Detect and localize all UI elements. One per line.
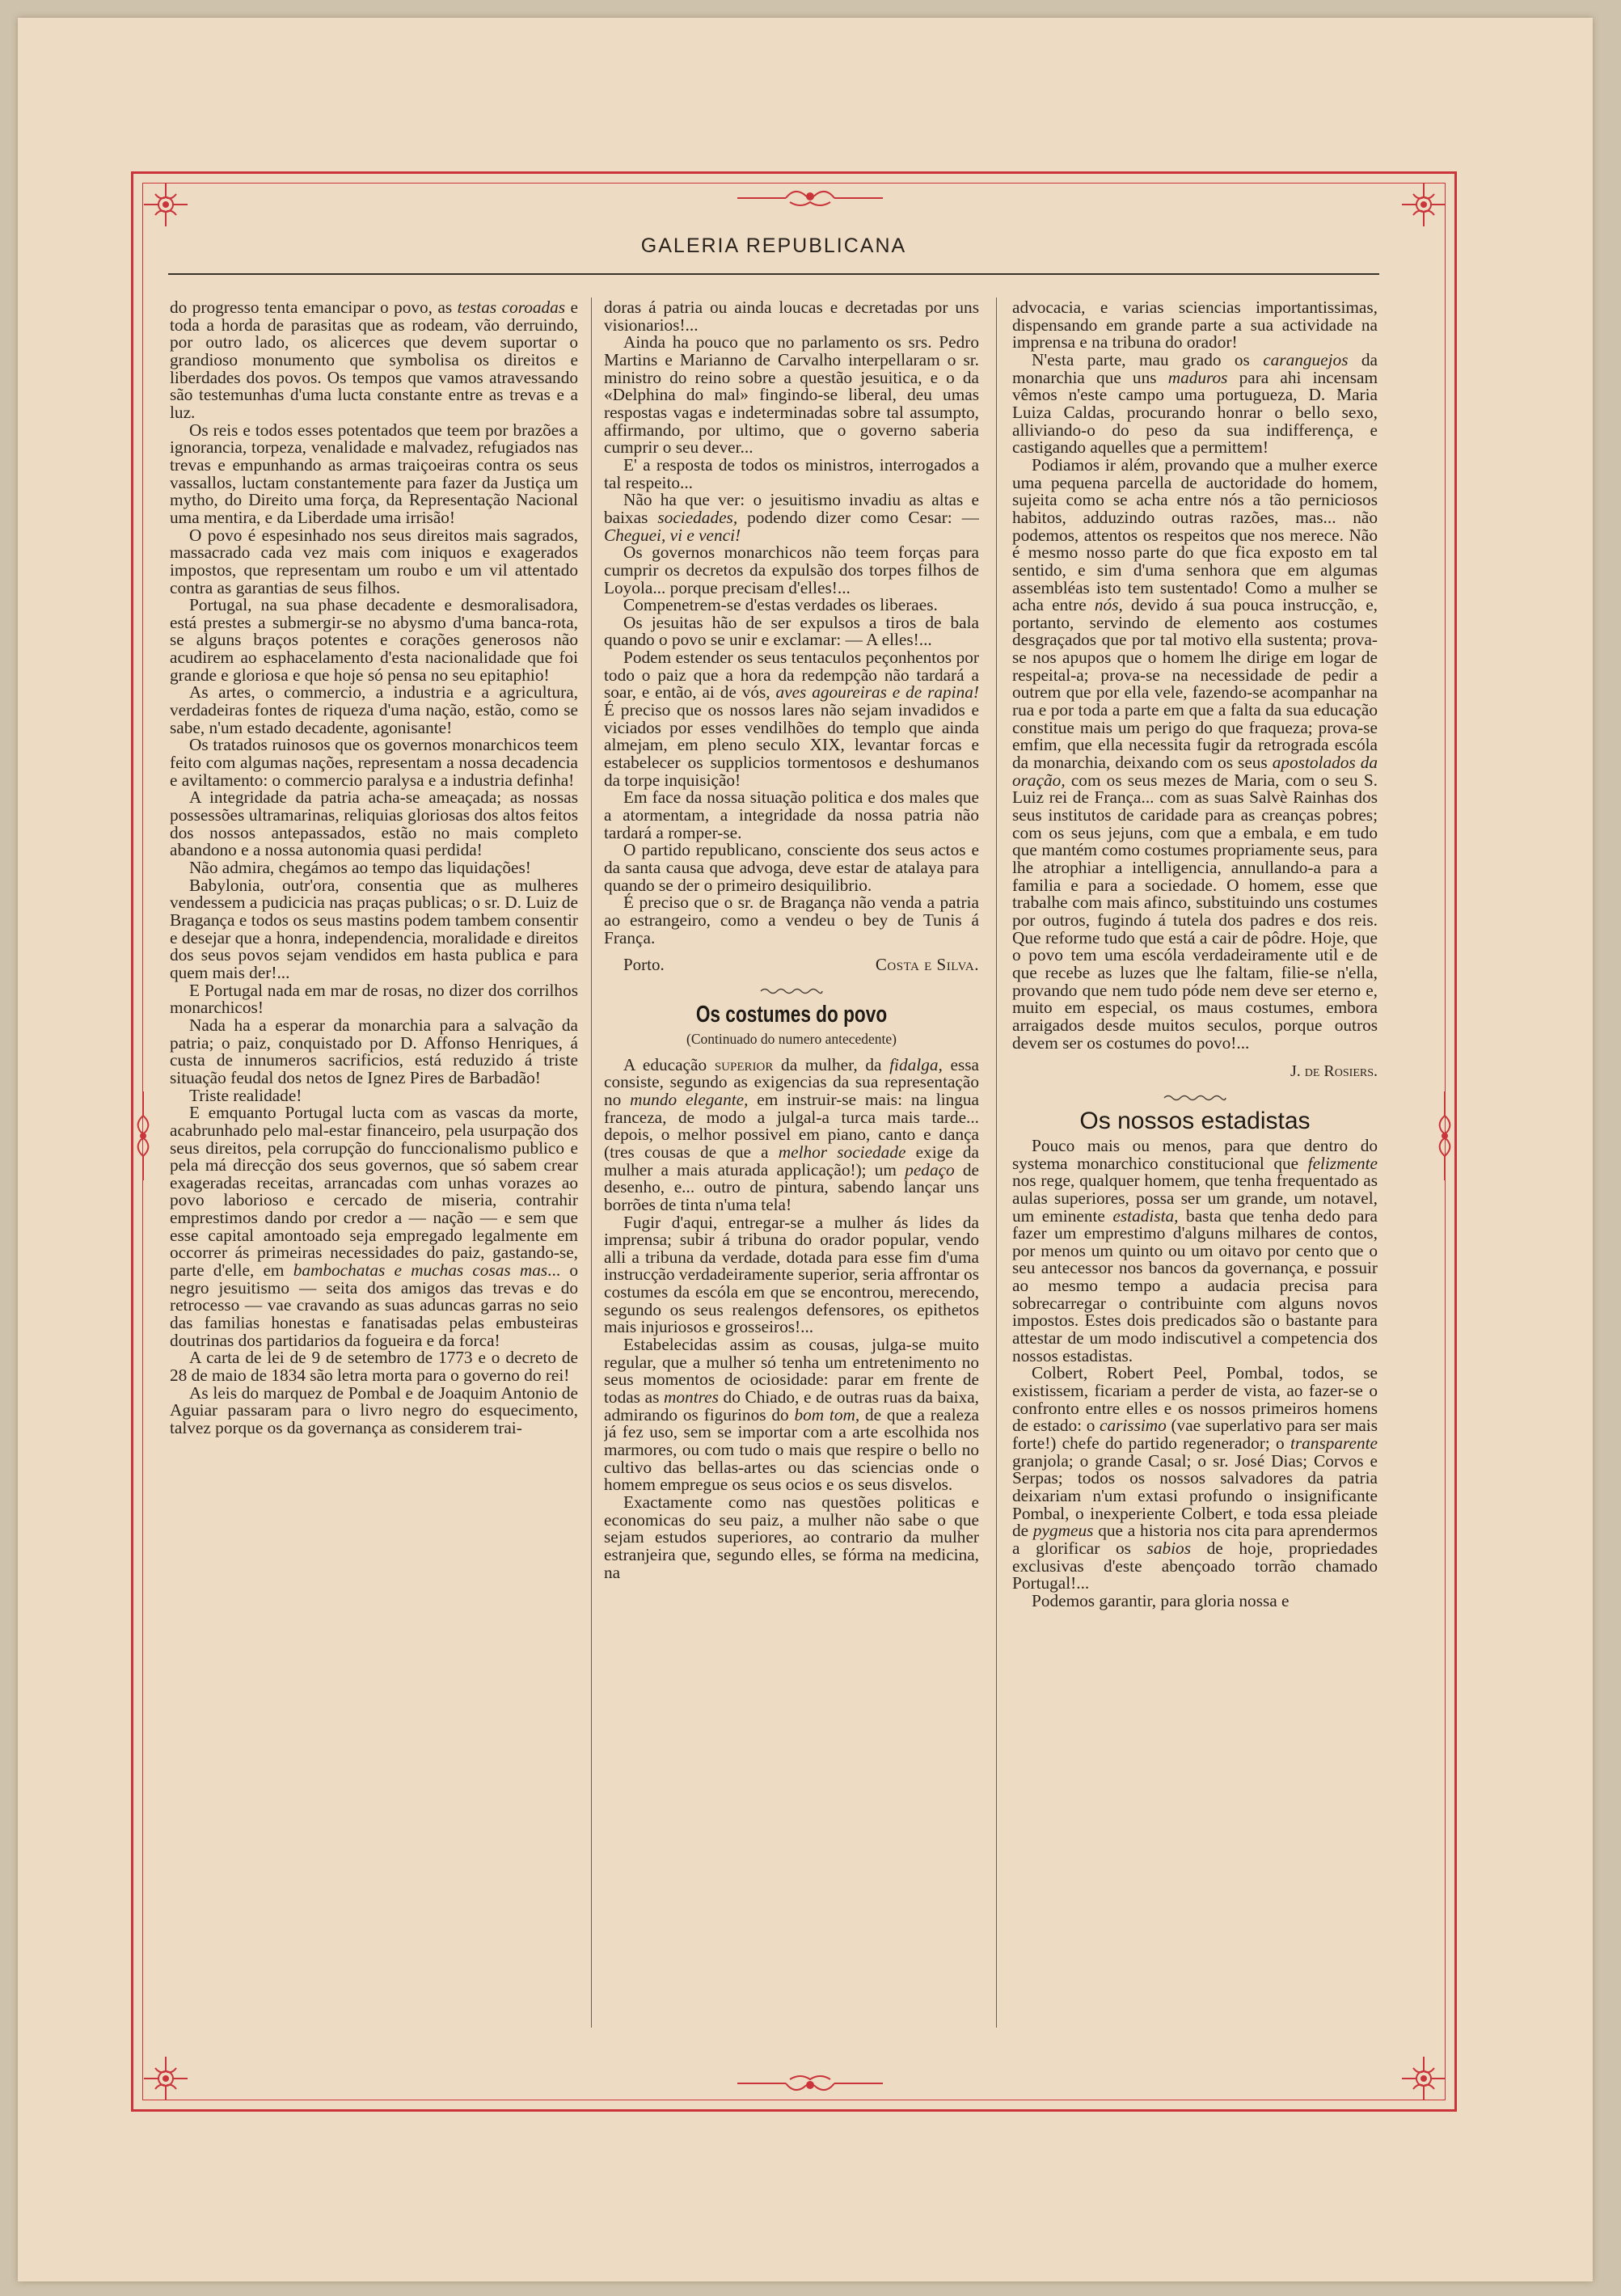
corner-ornament-icon <box>1395 176 1452 233</box>
wavy-divider-icon <box>759 986 824 996</box>
paragraph: Não admira, chegámos ao tempo das liquidações! <box>189 858 531 877</box>
paragraph: A integridade da patria acha-se ameaçada; as nossas possessões ultramarinas, reliquias gloriosas dos altos feitos dos nossos antepassados, estão no mais completo abandono e a nossa autonomia quasi perdida! <box>170 787 578 860</box>
paragraph: Babylonia, outr'ora, consentia que as mulheres vendessem a pudicicia nas praças publicas; o sr. D. Luiz de Bragança e todos os seus mastins podem tambem consentir e desejar que a honra, independencia, moralidade e direitos dos seus povos sejam vendidos em hasta publica e para quem mais der!... <box>170 875 578 982</box>
signature-author: Costa e Silva. <box>875 955 979 975</box>
paragraph: Podemos garantir, para gloria nossa e <box>1032 1590 1290 1610</box>
corner-ornament-icon <box>1395 2050 1452 2107</box>
paragraph: Colbert, Robert Peel, Pombal, todos, se existissem, ficariam a perder de vista, ao fazer-se o confronto entre elles e os nossos primeiros homens de estado: o carissimo (vae superlativo para ser mais forte!) chefe do partido regenerador; o transparente granjola; o grande Casal; o sr. José Dias; Corvos e Serpas; todos os nossos salvadores da patria deixariam n'um extasi profundo o insignificante Pombal, o inexperiente Colbert, e toda essa pleiade de pygmeus que a historia nos cita para aprendermos a glorificar os sabios de hoje, propriedades exclusivas d'este abençoado torrão chamado Portugal!... <box>1012 1363 1378 1593</box>
page-title: GALERIA REPUBLICANA <box>640 234 907 257</box>
column-1 <box>170 299 578 2029</box>
section-divider <box>604 982 979 994</box>
paragraph: advocacia, e varias sciencias importantissimas, dispensando em grande parte a sua actividade na imprensa e na tribuna do orador! <box>1012 299 1378 352</box>
paragraph: As leis do marquez de Pombal e de Joaquim Antonio de Aguiar passaram para o livro negro do esquecimento, talvez porque os da governança as considerem trai- <box>170 1382 578 1437</box>
column-2 <box>604 299 979 2029</box>
paragraph: doras á patria ou ainda loucas e decretadas por uns visionarios!... <box>604 299 979 335</box>
paragraph: Os tratados ruinosos que os governos monarchicos teem feito com algumas nações, representam a nossa decadencia e aviltamento: o commercio paralysa e a industria definha! <box>170 735 578 790</box>
paragraph: Pouco mais ou menos, para que dentro do systema monarchico constitucional que felizmente nos rege, qualquer homem, que tenha frequentado as aulas superiores, possa ser um grande, um notavel, um eminente estadista, basta que tenha dedo para fazer um emprestimo d'alguns milhares de contos, por menos um quinto ou um oitavo por cento que o seu antecessor nos bancos da governança, e possuir ao mesmo tempo a audacia precisa para sobrecarregar o contribuinte com alguns novos impostos. Estes dois predicados são o bastante para attestar de um modo indiscutivel a competencia dos nossos estadistas. <box>1012 1135 1378 1365</box>
paragraph: Ainda ha pouco que no parlamento os srs. Pedro Martins e Marianno de Carvalho interpellaram o sr. ministro do reino sobre a questão jesuitica, e o da «Delphina do mal» fingindo-se liberal, deu umas respostas vagas e indeterminadas sobre tal assumpto, affirmando, por ultimo, que o governo saberia cumprir o seu dever... <box>604 332 979 458</box>
signature-place: Porto. <box>623 955 665 975</box>
paragraph: Estabelecidas assim as cousas, julga-se muito regular, que a mulher só tenha um entretenimento no seus momentos de ociosidade: parar em frente de todas as montres do Chiado, e de outras ruas da baixa, admirando os figurinos do bom tom, de que a realeza já fez uso, sem se importar com a arte escolhida nos marmores, ou com tudo o mais que respire o bello no cultivo das bellas-artes ou das sciencias onde o homem empregue os seus ocios e os seus disvelos. <box>604 1335 979 1495</box>
paragraph: E' a resposta de todos os ministros, interrogados a tal respeito... <box>604 454 979 492</box>
paragraph: Podiamos ir além, provando que a mulher exerce uma pequena parcella de auctoridade do homem, sujeita como se acha entre nós a tão perniciosos habitos, adduzindo outras razões, mas... não podemos, attentos os respeitos que nos merece. Não é mesmo nosso parte do que fica exposto em tal sentido, e sim d'uma senhora que em algumas assembléas isto tem sustentado! Como a mulher se acha entre nós, devido á sua pouca instrucção, e, portanto, servindo de elemento aos costumes desgraçados que por tal motivo ella sustenta; prova-se nos apupos que o homem lhe dirige em logar de respeital-a; prova-se na necessidade de pedir a outrem que por ella vele, fazendo-se acompanhar na rua e por toda a parte em que a falta da sua educação constitue mais um perigo do que fraqueza; prova-se emfim, que ella necessita fugir da retrograda escóla da monarchia, deixando com os seus apostolados da oração, com os seus mezes de Maria, com o seu S. Luiz rei de França... com as suas Salvè Rainhas dos seus institutos de caridade para as creanças pobres; com os seus jejuns, com que a embala, e em tudo que mantém como costumes propriamente seus, para lhe atrophiar a intelligencia, annullando-a para a familia e para a sociedade. O homem, esse que trabalhe com mais afinco, substituindo uns costumes por outros, fugindo á tutela dos padres e dos reis. Que reforme tudo que está a cair de pôdre. Hoje, que o povo tem uma escóla verdadeiramente util e de que recebe as luzes que lhe faltam, filie-se n'ella, provando que nem tudo póde nem deve ser eterno e, muito em especial, os maus costumes, embora arraigados desde muitos seculos, porque outros devem ser os costumes do povo!... <box>1012 454 1378 1053</box>
paragraph: A carta de lei de 9 de setembro de 1773 e o decreto de 28 de maio de 1834 são letra morta para o governo do rei! <box>170 1348 578 1386</box>
paragraph: Triste realidade! <box>189 1085 302 1105</box>
paragraph: N'esta parte, mau grado os caranguejos da monarchia que uns maduros para ahi incensam vêmos n'este campo uma portugueza, D. Maria Luiza Caldas, procurando honrar o bello sexo, alliviando-o do peso da sua indifferença, e castigando aquelles que a permittem! <box>1012 349 1378 458</box>
article-subtitle: (Continuado do numero antecedente) <box>686 1030 897 1047</box>
paragraph: O povo é espesinhado nos seus direitos mais sagrados, massacrado cada vez mais com iniquos e exagerados impostos, que representam um roubo e um vil attentado contra as garantias de seus filhos. <box>170 525 578 597</box>
column-3 <box>1012 299 1378 2029</box>
column-divider <box>591 298 592 2028</box>
paragraph: Os jesuitas hão de ser expulsos a tiros de bala quando o povo se unir e exclamar: — A elles!... <box>604 612 979 650</box>
column-divider <box>996 298 997 2028</box>
article-title: Os nossos estadistas <box>1079 1107 1311 1134</box>
paragraph: Fugir d'aqui, entregar-se a mulher ás lides da imprensa; subir á tribuna do orador popular, vendo alli a tribuna da verdade, dotada para esse fim d'uma instrucção verdadeiramente superior, seria affrontar os costumes da escóla em que se encontrou, merecendo, segundo os seus realengos defensores, os epithetos mais injuriosos e grosseiros!... <box>604 1212 979 1337</box>
paragraph: Portugal, na sua phase decadente e desmoralisadora, está prestes a submergir-se no abysmo d'uma banca-rota, se alguns braços potentes e corações generosos não acudirem ao esphacelamento d'esta nacionalidade que foi grande e gloriosa e que hoje só pensa no seu epitaphio! <box>170 595 578 685</box>
corner-ornament-icon <box>137 176 194 233</box>
paragraph: A educação superior da mulher, da fidalga, essa consiste, segundo as exigencias da sua representação no mundo elegante, em instruir-se mais: na lingua franceza, de modo a julgal-a turca mais tarde... depois, o melhor possivel em piano, canto e dança (tres cousas de que a melhor sociedade exige da mulher a mais aturada applicação!); um pedaço de desenho, e... outro de pintura, sabendo lançar uns borrões de tinta n'uma tela! <box>604 1054 979 1214</box>
paragraph: Exactamente como nas questões politicas e economicas do seu paiz, a mulher não sabe o que sejam estudos superiores, ao contrario da mulher estranjeira que, segundo elles, se fórma na medicina, na <box>604 1492 979 1582</box>
paragraph: É preciso que o sr. de Bragança não venda a patria ao estrangeiro, como a vendeu o bey de Tunis á França. <box>604 893 979 948</box>
paragraph: E Portugal nada em mar de rosas, no dizer dos corrilhos monarchicos! <box>170 980 578 1018</box>
paragraph: E emquanto Portugal lucta com as vascas da morte, acabrunhado pelo mal-estar financeiro, pela usurpação dos seus direitos, pela corrupção do funccionalismo publico e pela má direcção dos seus governos, que só sabem crear exageradas receitas, arrancadas com unhas vorazes ao povo laborioso e cercado de miseria, contrahir emprestimos dando por credor a — nação — e sem que esse capital amontoado seja empregado legalmente em occorrer ás primeiras necessidades do paiz, gastando-se, parte d'elle, em bambochatas e muchas cosas mas... o negro jesuitismo — seita dos amigos das trevas e do retrocesso — vae cravando as suas aduncas garras no seio das familias honestas e fanatisadas pelas embusteiras doutrinas dos partidarios da fogueira e da forca! <box>170 1103 578 1350</box>
paragraph: Em face da nossa situação politica e dos males que a atormentam, a integridade da nossa patria não tardará a romper-se. <box>604 787 979 842</box>
wavy-divider-icon <box>1163 1093 1227 1103</box>
paragraph: O partido republicano, consciente dos seus actos e da santa causa que advoga, deve estar de atalaya para quando se der o primeiro desiquilibrio. <box>604 840 979 895</box>
signature-line <box>604 956 979 974</box>
paragraph: Os reis e todos esses potentados que teem por brazões a ignorancia, torpeza, venalidade e malvadez, refugiados nas trevas e empunhando as armas traiçoeiras contra os seus vassallos, luctam constantemente para fazer da Justiça um mytho, do Direito uma força, da Representação Nacional uma mentira, e da Liberdade uma irrisão! <box>170 420 578 527</box>
side-scroll-ornament-icon <box>133 1091 154 1180</box>
paragraph: Nada ha a esperar da monarchia para a salvação da patria; o paiz, conquistado por D. Affonso Henriques, á custa de innumeros sacrificios, está reduzido á triste situação feudal dos netos de Ignez Pires de Barbadão! <box>170 1015 578 1087</box>
top-scroll-ornament-icon <box>729 184 891 212</box>
side-scroll-ornament-icon <box>1434 1091 1455 1180</box>
paragraph: Compenetrem-se d'estas verdades os liberaes. <box>623 595 938 615</box>
signature-author: J. de Rosiers. <box>1290 1062 1378 1081</box>
paragraph: Podem estender os seus tentaculos peçonhentos por todo o paiz que a hora da redempção não tardará a soar, e então, ai de vós, aves agoureiras e de rapina! É preciso que os nossos lares não sejam invadidos e viciados por esses vendilhões do templo que ainda almejam, em pleno seculo XIX, levantar forcas e estabelecer os supplicios tormentosos e deshumanos da torpe inquisição! <box>604 648 979 790</box>
bottom-scroll-ornament-icon <box>729 2070 891 2097</box>
article-title: Os costumes do povo <box>695 1001 888 1028</box>
paragraph: Os governos monarchicos não teem forças para cumprir os decretos da expulsão dos torpes filhos de Loyola... porque precisam d'elles!... <box>604 542 979 597</box>
corner-ornament-icon <box>137 2050 194 2107</box>
paragraph: do progresso tenta emancipar o povo, as testas coroadas e toda a horda de parasitas que as rodeam, vão derruindo, por outro lado, os alicerces que devem suportar o grandioso monumento que symbolisa os direitos e liberdades dos povos. Os tempos que vamos atravessando são testemunhas d'uma lucta constante entre as trevas e a luz. <box>170 299 578 422</box>
paragraph: As artes, o commercio, a industria e a agricultura, verdadeiras fontes de riqueza d'uma nação, estão, como se sabe, n'um estado decadente, agonisante! <box>170 682 578 737</box>
header-rule <box>168 273 1379 275</box>
section-divider <box>1012 1089 1378 1100</box>
paragraph: Não ha que ver: o jesuitismo invadiu as altas e baixas sociedades, podendo dizer como Cesar: — Cheguei, vi e venci! <box>604 490 979 545</box>
